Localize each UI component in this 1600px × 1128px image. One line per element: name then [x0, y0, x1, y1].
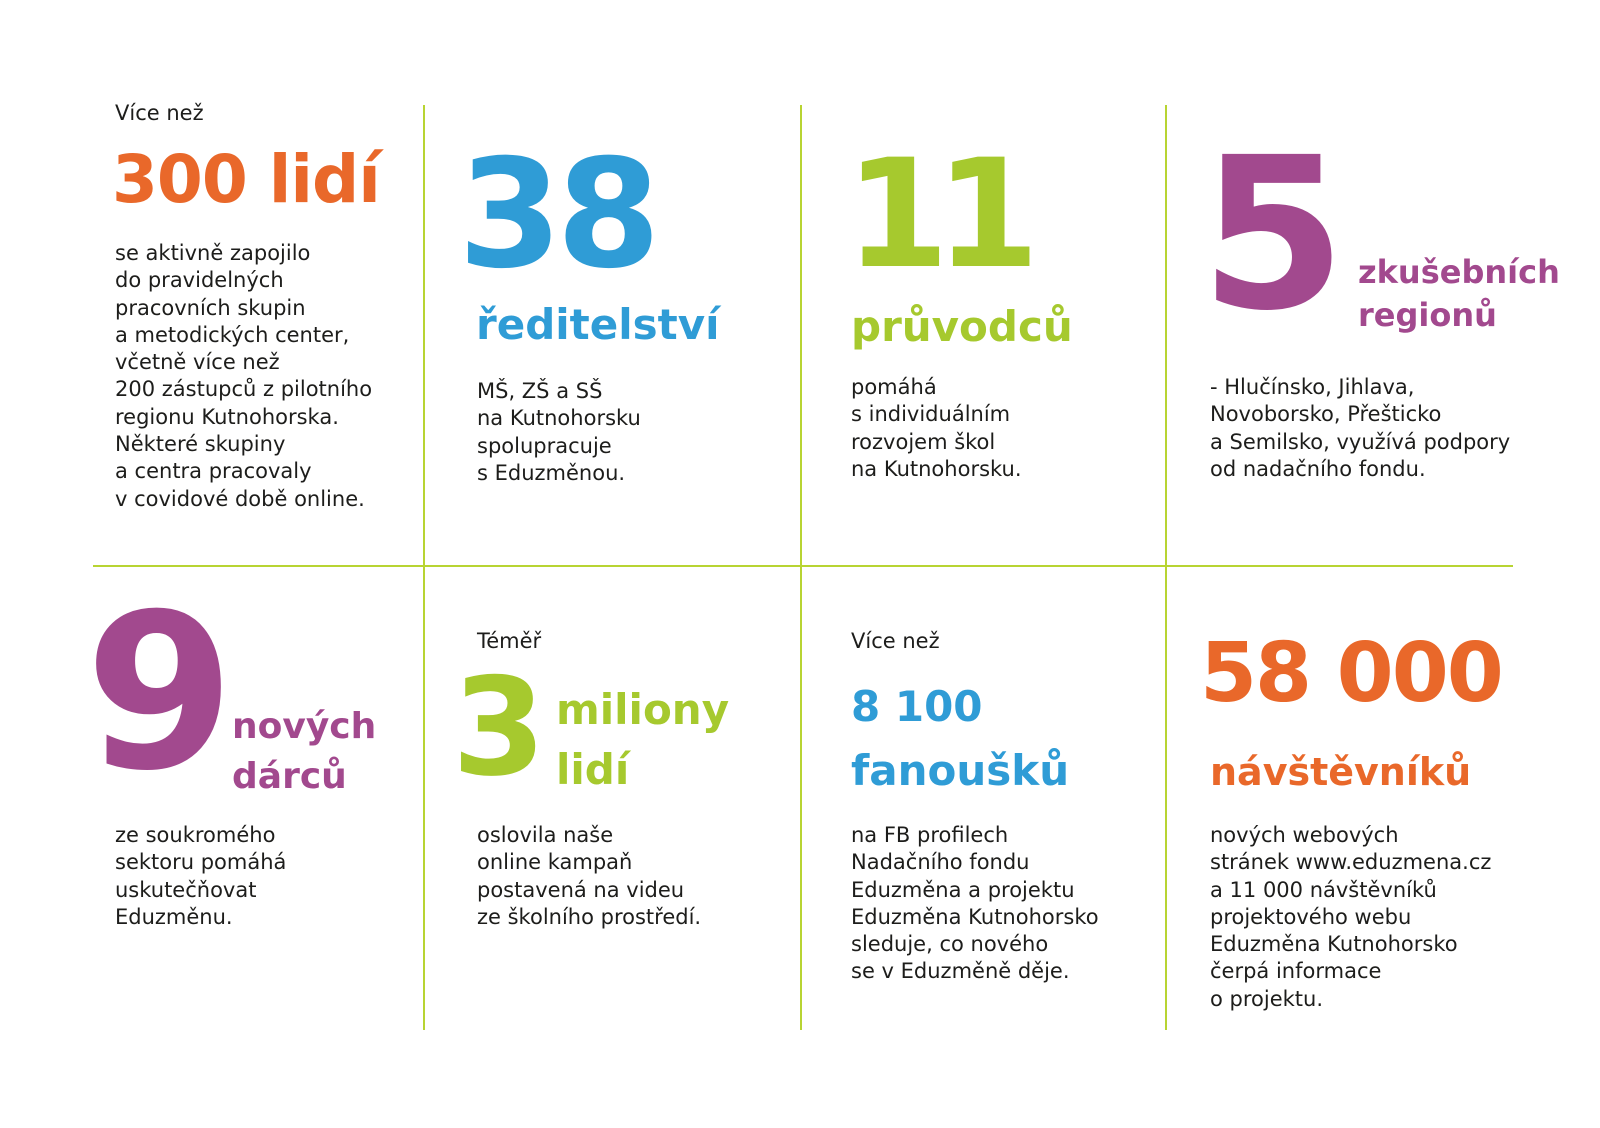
stat-prefix: Více než	[115, 101, 204, 125]
stat-number: 5	[1200, 112, 1347, 357]
stat-unit: fanoušků	[851, 746, 1070, 795]
stat-description: se aktivně zapojilo do pravidelných pracovních skupin a metodických center, včetně více než 200 zástupců z pilotního regionu Kutnohorska. Některé skupiny a centra pracovaly v covidové době online.	[115, 241, 373, 511]
stat-number: 300 lidí	[112, 141, 380, 218]
stat-number: 3	[452, 649, 546, 806]
stat-unit: ředitelství	[476, 300, 720, 349]
stat-unit: návštěvníků	[1210, 750, 1472, 794]
stat-number: 9	[85, 567, 235, 818]
divider-horizontal	[93, 565, 1513, 567]
divider-vertical-3	[1165, 105, 1167, 1030]
stat-number: 58 000	[1200, 626, 1502, 721]
stat-unit-line1: zkušebních	[1358, 253, 1560, 291]
divider-vertical-1	[423, 105, 425, 1030]
stat-unit-line2: regionů	[1358, 296, 1497, 334]
stat-number: 38	[458, 128, 655, 302]
stat-unit-line1: miliony	[556, 685, 730, 734]
divider-vertical-2	[800, 105, 802, 1030]
stat-number: 11	[845, 128, 1026, 302]
stat-description: - Hlučínsko, Jihlava, Novoborsko, Přešticko a Semilsko, využívá podpory od nadačního fondu.	[1210, 375, 1511, 481]
stat-unit-line2: lidí	[556, 745, 630, 794]
stat-description: pomáhá s individuálním rozvojem škol na Kutnohorsku.	[851, 375, 1022, 481]
stat-description: ze soukromého sektoru pomáhá uskutečňovat Eduzměnu.	[115, 823, 287, 929]
stat-unit: průvodců	[851, 302, 1073, 351]
stat-description: nových webových stránek www.eduzmena.cz a 11 000 návštěvníků projektového webu Eduzměna Kutnohorsko čerpá informace o projektu.	[1210, 823, 1492, 1011]
stat-description: na FB profilech Nadačního fondu Eduzměna a projektu Eduzměna Kutnohorsko sleduje, co nového se v Eduzměně děje.	[851, 823, 1099, 984]
stat-prefix: Téměř	[477, 629, 542, 653]
stat-description: oslovila naše online kampaň postavená na videu ze školního prostředí.	[477, 823, 702, 929]
stat-prefix: Více než	[851, 629, 940, 653]
stat-unit-line1: nových	[232, 706, 377, 747]
stat-number: 8 100	[851, 682, 983, 731]
stat-unit-line2: dárců	[232, 756, 347, 797]
stat-description: MŠ, ZŠ a SŠ na Kutnohorsku spolupracuje s Eduzměnou.	[477, 379, 641, 485]
